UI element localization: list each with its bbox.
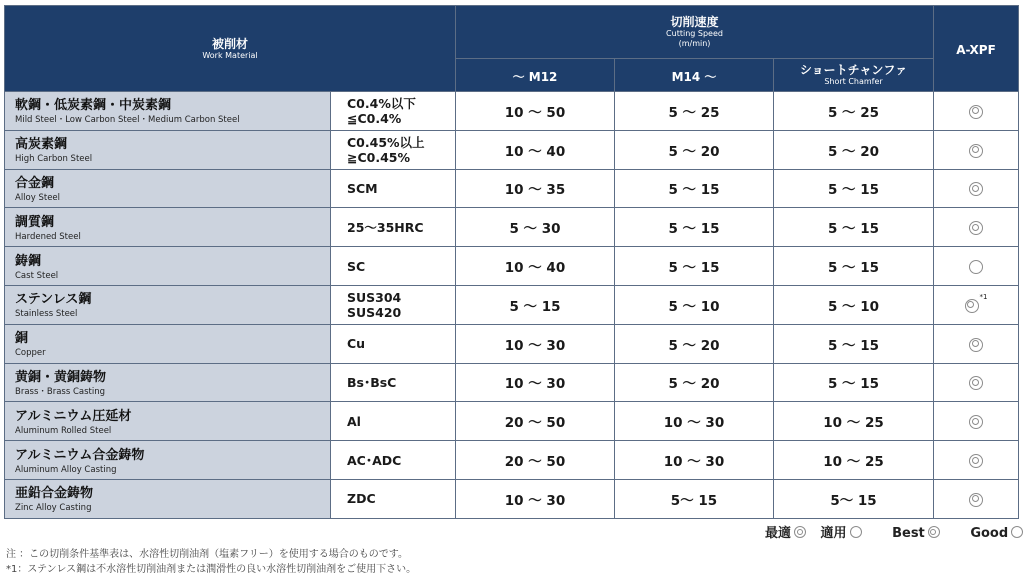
legend-best-en: [892, 526, 940, 541]
speed-m12: 10 ～ 30: [456, 324, 615, 363]
grade-cell: [331, 324, 456, 363]
axpf-mark-cell: [934, 247, 1019, 286]
speed-m12: 20 ～ 50: [456, 441, 615, 480]
material-cell: [5, 402, 331, 441]
good-circle-icon: [1011, 526, 1023, 538]
speed-short-chamfer: 5 ～ 15: [774, 363, 934, 402]
legend-good-en-label: Good: [970, 526, 1009, 541]
speed-m12: 10 ～ 50: [456, 92, 615, 131]
speed-m14: 5 ～ 20: [615, 324, 774, 363]
best-double-circle-icon: [969, 415, 983, 429]
material-name-jp: 銅: [15, 331, 29, 347]
grade-cell: [331, 247, 456, 286]
material-name-en: Stainless Steel: [15, 309, 78, 320]
speed-m12: 10 ～ 30: [456, 363, 615, 402]
work-material-header: [5, 6, 456, 92]
table-row: [5, 247, 1019, 286]
material-name-en: High Carbon Steel: [15, 154, 93, 165]
axpf-mark-cell: [934, 130, 1019, 169]
speed-m14: 5 ～ 15: [615, 208, 774, 247]
table-row: [5, 363, 1019, 402]
cutting-speed-header-en: Cutting Speed: [666, 29, 723, 38]
good-circle-icon: [850, 526, 862, 538]
table-row: [5, 285, 1019, 324]
material-cell: [5, 130, 331, 169]
axpf-header: [934, 6, 1019, 92]
material-name-jp: 亜鉛合金鋳物: [15, 486, 94, 502]
legend-best-en-label: Best: [892, 526, 925, 541]
best-double-circle-icon: [969, 182, 983, 196]
m12-header-label: ～ M12: [512, 69, 558, 84]
axpf-mark-cell: [934, 441, 1019, 480]
cutting-speed-unit: (m/min): [678, 39, 711, 48]
grade-line-2: ≧C0.45%: [347, 149, 411, 165]
m14-header: [615, 59, 774, 92]
material-name-en: Cast Steel: [15, 270, 59, 281]
best-double-circle-icon: [969, 105, 983, 119]
footnote-marker: *1: [979, 293, 988, 302]
speed-m12: 20 ～ 50: [456, 402, 615, 441]
grade-line-1: Al: [347, 413, 361, 429]
legend-good-en: [970, 526, 1023, 541]
table-row: [5, 402, 1019, 441]
material-name-en: Mild Steel・Low Carbon Steel・Medium Carbon Steel: [15, 115, 240, 126]
speed-m12: 10 ～ 40: [456, 130, 615, 169]
grade-line-1: C0.45%以上: [347, 134, 425, 150]
legend-best-jp-label: 最適: [765, 526, 792, 541]
material-cell: [5, 285, 331, 324]
material-name-jp: 鋳鋼: [15, 253, 42, 269]
axpf-mark-cell: [934, 324, 1019, 363]
grade-line-1: ZDC: [347, 491, 376, 507]
speed-m12: 10 ～ 35: [456, 169, 615, 208]
speed-short-chamfer: 5 ～ 15: [774, 169, 934, 208]
speed-m12: 5 ～ 30: [456, 208, 615, 247]
speed-short-chamfer: 10 ～ 25: [774, 402, 934, 441]
material-name-jp: 黄銅・黄銅鋳物: [15, 369, 107, 385]
speed-m12: 5 ～ 15: [456, 285, 615, 324]
grade-line-1: SC: [347, 258, 366, 274]
speed-m14: 10 ～ 30: [615, 402, 774, 441]
speed-short-chamfer: 5 ～ 15: [774, 208, 934, 247]
speed-short-chamfer: 5 ～ 15: [774, 247, 934, 286]
best-double-circle-icon: [965, 299, 979, 313]
material-name-en: Brass・Brass Casting: [15, 386, 106, 397]
grade-cell: [331, 441, 456, 480]
axpf-mark-cell: [934, 363, 1019, 402]
speed-m14: 5～ 15: [615, 479, 774, 518]
table-row: [5, 441, 1019, 480]
speed-m14: 5 ～ 20: [615, 363, 774, 402]
material-name-jp: 調質鋼: [15, 214, 55, 230]
material-cell: [5, 441, 331, 480]
grade-cell: [331, 402, 456, 441]
table-row: [5, 324, 1019, 363]
legend-best-jp: [765, 522, 806, 541]
axpf-header-label: A-XPF: [956, 43, 996, 57]
speed-short-chamfer: 5 ～ 15: [774, 324, 934, 363]
material-name-en: Copper: [15, 348, 46, 359]
speed-short-chamfer: 5～ 15: [774, 479, 934, 518]
grade-cell: [331, 208, 456, 247]
grade-line-1: 25～35HRC: [347, 219, 424, 235]
cutting-speed-header-jp: 切削速度: [670, 15, 719, 29]
best-double-circle-icon: [969, 338, 983, 352]
material-name-en: Alloy Steel: [15, 192, 61, 203]
best-double-circle-icon: [969, 493, 983, 507]
material-cell: [5, 324, 331, 363]
material-name-en: Aluminum Alloy Casting: [15, 464, 117, 475]
legend: [765, 522, 1024, 541]
speed-m12: 10 ～ 40: [456, 247, 615, 286]
material-name-jp: 高炭素鋼: [15, 137, 68, 153]
material-name-jp: ステンレス鋼: [15, 292, 92, 308]
material-name-jp: 合金鋼: [15, 175, 55, 191]
grade-line-1: AC･ADC: [347, 452, 402, 468]
good-circle-icon: [969, 260, 983, 274]
speed-short-chamfer: 10 ～ 25: [774, 441, 934, 480]
grade-line-1: SUS304: [347, 289, 402, 305]
table-row: [5, 169, 1019, 208]
grade-cell: [331, 285, 456, 324]
short-chamfer-header-en: Short Chamfer: [824, 77, 883, 86]
speed-short-chamfer: 5 ～ 25: [774, 92, 934, 131]
table-row: [5, 92, 1019, 131]
grade-line-2: ≦C0.4%: [347, 110, 402, 126]
table-row: [5, 130, 1019, 169]
speed-m14: 5 ～ 25: [615, 92, 774, 131]
table-row: [5, 479, 1019, 518]
grade-cell: [331, 130, 456, 169]
axpf-mark-cell: [934, 208, 1019, 247]
legend-good-jp-label: 適用: [820, 526, 847, 541]
material-name-jp: アルミニウム圧延材: [15, 408, 132, 424]
material-cell: [5, 363, 331, 402]
speed-m14: 5 ～ 20: [615, 130, 774, 169]
best-double-circle-icon: [794, 526, 806, 538]
best-double-circle-icon: [969, 221, 983, 235]
cutting-speed-header: [456, 6, 934, 59]
table-row: [5, 208, 1019, 247]
speed-m14: 5 ～ 15: [615, 169, 774, 208]
material-cell: [5, 92, 331, 131]
axpf-mark-cell: [934, 479, 1019, 518]
grade-cell: [331, 363, 456, 402]
grade-cell: [331, 92, 456, 131]
material-cell: [5, 169, 331, 208]
grade-line-2: SUS420: [347, 304, 402, 320]
best-double-circle-icon: [969, 376, 983, 390]
material-cell: [5, 479, 331, 518]
work-material-header-jp: 被削材: [211, 36, 248, 51]
axpf-mark-cell: [934, 285, 1019, 324]
m14-header-label: M14 ～: [671, 69, 717, 84]
grade-line-1: SCM: [347, 180, 378, 196]
material-name-en: Hardened Steel: [15, 231, 81, 242]
grade-cell: [331, 169, 456, 208]
grade-line-1: C0.4%以下: [347, 95, 416, 111]
best-double-circle-icon: [969, 144, 983, 158]
best-double-circle-icon: [928, 526, 940, 538]
work-material-header-en: Work Material: [202, 50, 258, 60]
grade-line-1: Cu: [347, 336, 366, 352]
note-stainless: *1：ステンレス鋼は不水溶性切削油剤または潤滑性の良い水溶性切削油剤をご使用下さい。: [6, 564, 417, 573]
speed-short-chamfer: 5 ～ 10: [774, 285, 934, 324]
legend-good-jp: [821, 522, 862, 541]
cutting-conditions-table: [4, 5, 1019, 519]
short-chamfer-header: [774, 59, 934, 92]
best-double-circle-icon: [969, 454, 983, 468]
axpf-mark-cell: [934, 92, 1019, 131]
note-water-soluble: 注 ：この切削条件基準表は、水溶性切削油剤（塩素フリー）を使用する場合のものです。: [6, 549, 408, 560]
axpf-mark-cell: [934, 169, 1019, 208]
material-name-jp: 軟鋼・低炭素鋼・中炭素鋼: [15, 98, 172, 114]
speed-m14: 5 ～ 10: [615, 285, 774, 324]
m12-header: [456, 59, 615, 92]
speed-short-chamfer: 5 ～ 20: [774, 130, 934, 169]
axpf-mark-cell: [934, 402, 1019, 441]
material-cell: [5, 247, 331, 286]
material-name-en: Zinc Alloy Casting: [15, 503, 92, 514]
speed-m12: 10 ～ 30: [456, 479, 615, 518]
grade-line-1: Bs･BsC: [347, 374, 397, 390]
short-chamfer-header-jp: ショートチャンファ: [799, 63, 908, 77]
speed-m14: 10 ～ 30: [615, 441, 774, 480]
speed-m14: 5 ～ 15: [615, 247, 774, 286]
material-name-en: Aluminum Rolled Steel: [15, 425, 112, 436]
grade-cell: [331, 479, 456, 518]
material-cell: [5, 208, 331, 247]
material-name-jp: アルミニウム合金鋳物: [15, 447, 145, 463]
